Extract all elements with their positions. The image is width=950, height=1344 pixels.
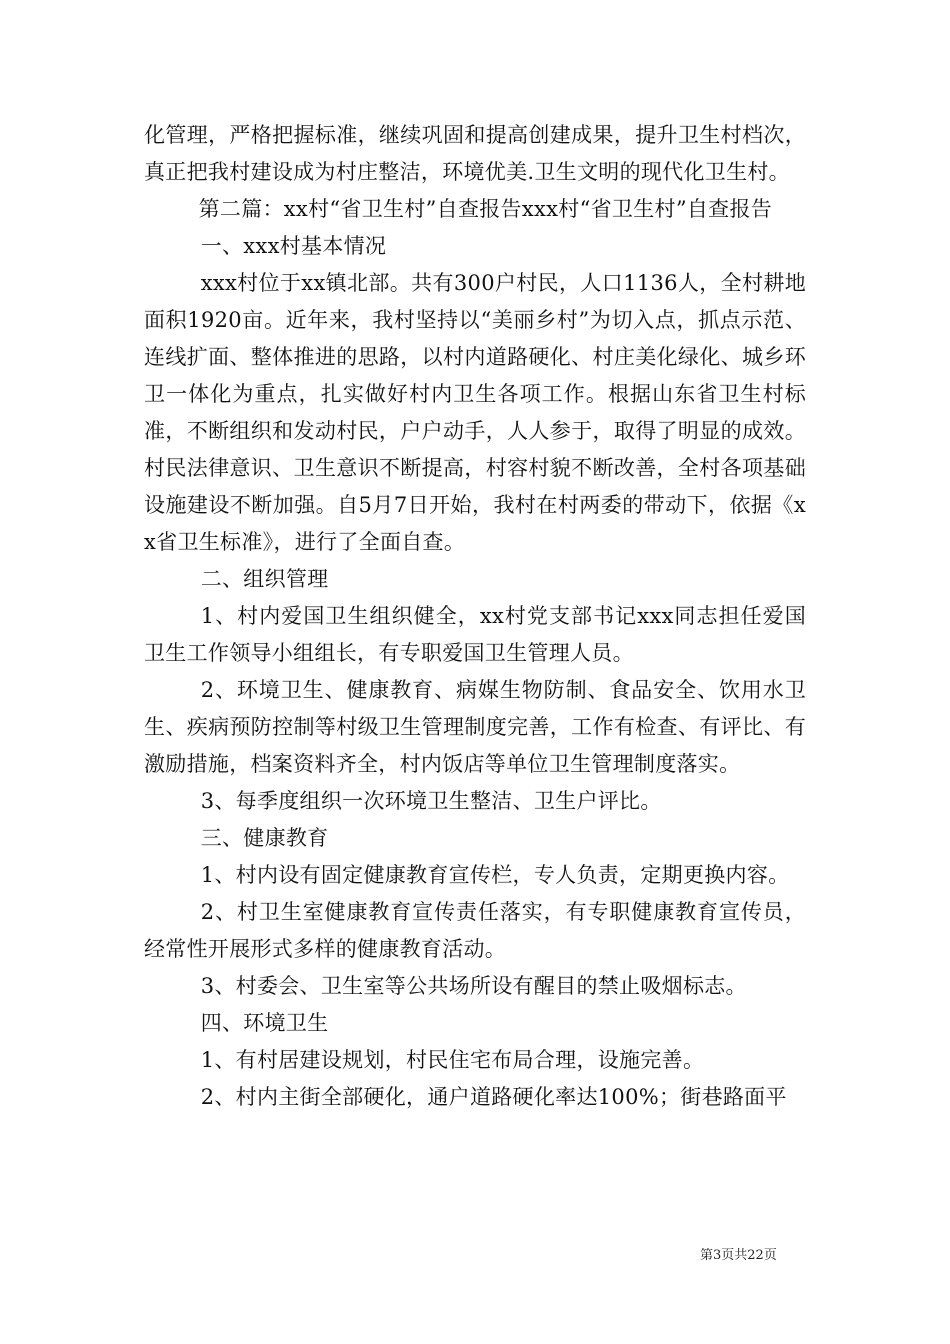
- heading-health-education: 三、健康教育: [200, 826, 329, 850]
- paragraph-continuation: 化管理，严格把握标准，继续巩固和提高创建成果，提升卫生村档次，真正把我村建设成为村庄整洁，环境优美.卫生文明的现代化卫生村。: [144, 123, 806, 184]
- heading-organization: 二、组织管理: [200, 567, 329, 591]
- heading-basic-info: 一、xxx村基本情况: [200, 234, 387, 258]
- paragraph-org-1: 1、村内爱国卫生组织健全，xx村党支部书记xxx同志担任爱国卫生工作领导小组组长，有专职爱国卫生管理人员。: [144, 604, 806, 665]
- heading-environment: 四、环境卫生: [200, 1011, 329, 1035]
- paragraph-edu-1: 1、村内设有固定健康教育宣传栏，专人负责，定期更换内容。: [200, 863, 790, 887]
- paragraph-org-3: 3、每季度组织一次环境卫生整洁、卫生户评比。: [200, 789, 662, 813]
- page-number: 第3页共22页: [700, 1248, 777, 1263]
- paragraph-env-1: 1、有村居建设规划，村民住宅布局合理，设施完善。: [200, 1048, 705, 1072]
- paragraph-edu-3: 3、村委会、卫生室等公共场所设有醒目的禁止吸烟标志。: [200, 974, 747, 998]
- document-body: [144, 117, 806, 1116]
- paragraph-edu-2: 2、村卫生室健康教育宣传责任落实，有专职健康教育宣传员，经常性开展形式多样的健康教育活动。: [144, 900, 806, 961]
- paragraph-org-2: 2、环境卫生、健康教育、病媒生物防制、食品安全、饮用水卫生、疾病预防控制等村级卫生管理制度完善，工作有检查、有评比、有激励措施，档案资料齐全，村内饭店等单位卫生管理制度落实。: [144, 678, 806, 776]
- paragraph-section-title: 第二篇：xx村“省卫生村”自查报告xxx村“省卫生村”自查报告: [198, 197, 773, 221]
- paragraph-env-2: 2、村内主街全部硬化，通户道路硬化率达100%；街巷路面平: [200, 1085, 787, 1109]
- paragraph-basic-info: xxx村位于xx镇北部。共有300户村民，人口1136人，全村耕地面积1920亩。近年来，我村坚持以“美丽乡村”为切入点，抓点示范、连线扩面、整体推进的思路，以村内道路硬化、村庄美化绿化、城乡环卫一体化为重点，扎实做好村内卫生各项工作。根据山东省卫生村标准，不断组织和发动村民，户户动手，人人参于，取得了明显的成效。村民法律意识、卫生意识不断提高，村容村貌不断改善，全村各项基础设施建设不断加强。自5月7日开始，我村在村两委的带动下，依据《xx省卫生标准》，进行了全面自查。: [144, 271, 806, 554]
